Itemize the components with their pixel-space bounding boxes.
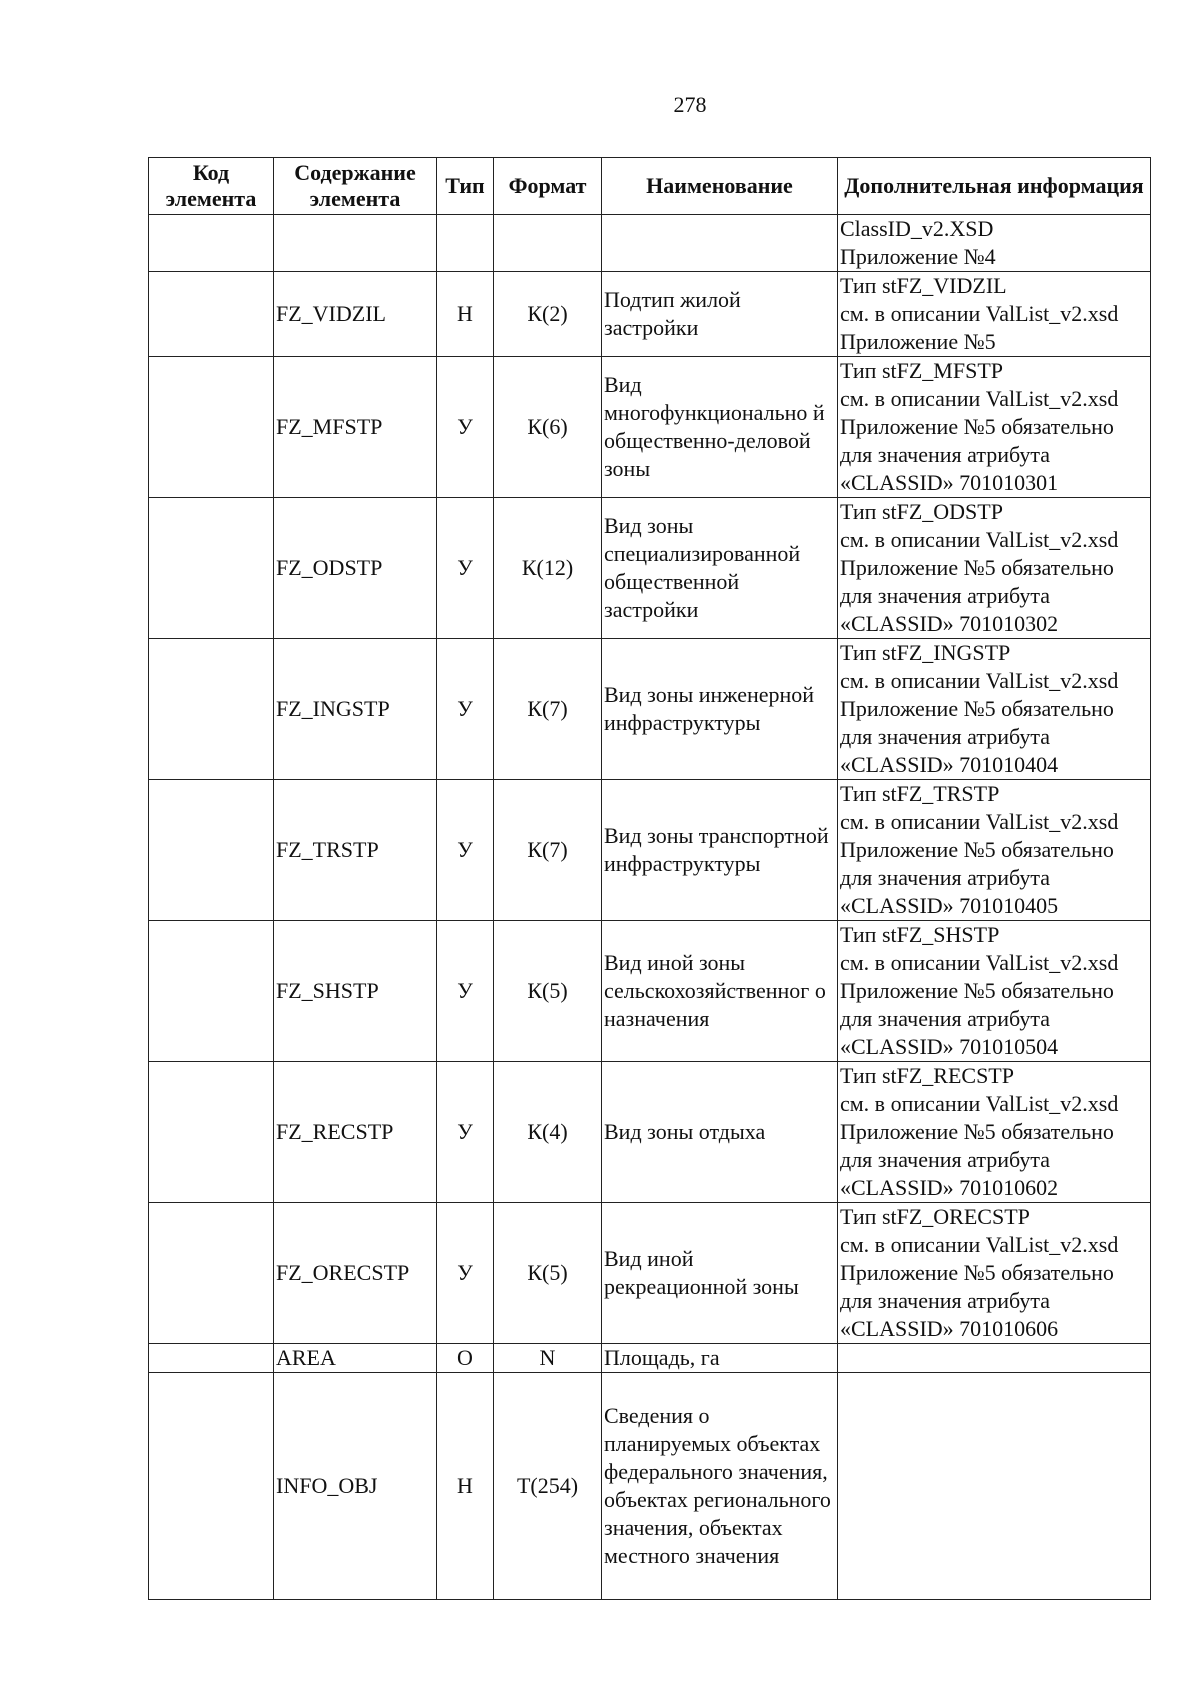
table-row bbox=[149, 215, 1151, 272]
info-line: Тип stFZ_ODSTP bbox=[840, 499, 1003, 524]
cell-type: У bbox=[437, 1062, 494, 1203]
header-name: Наименование bbox=[602, 158, 838, 215]
cell-content: FZ_ODSTP bbox=[274, 498, 437, 639]
cell-code bbox=[149, 498, 274, 639]
info-line: Приложение №5 обязательно bbox=[840, 1260, 1114, 1285]
info-line: для значения атрибута bbox=[840, 1288, 1050, 1313]
cell-code bbox=[149, 1062, 274, 1203]
cell-code bbox=[149, 357, 274, 498]
info-line: см. в описании ValList_v2.xsd bbox=[840, 1232, 1119, 1257]
cell-format: К(7) bbox=[494, 780, 602, 921]
header-type: Тип bbox=[437, 158, 494, 215]
cell-content: FZ_INGSTP bbox=[274, 639, 437, 780]
cell-code bbox=[149, 921, 274, 1062]
cell-info bbox=[838, 1062, 1151, 1203]
table-row bbox=[149, 272, 1151, 357]
table-row bbox=[149, 1373, 1151, 1600]
info-line: Тип stFZ_RECSTP bbox=[840, 1063, 1014, 1088]
cell-name: Вид иной рекреационной зоны bbox=[602, 1203, 838, 1344]
info-line: см. в описании ValList_v2.xsd bbox=[840, 950, 1119, 975]
cell-info bbox=[838, 639, 1151, 780]
table-row bbox=[149, 498, 1151, 639]
header-info: Дополнительная информация bbox=[838, 158, 1151, 215]
cell-name: Вид зоны специализированной общественной застройки bbox=[602, 498, 838, 639]
element-spec-table bbox=[148, 157, 1151, 1600]
info-line: для значения атрибута bbox=[840, 442, 1050, 467]
cell-name: Вид зоны отдыха bbox=[602, 1062, 838, 1203]
cell-name: Вид зоны транспортной инфраструктуры bbox=[602, 780, 838, 921]
cell-format: К(5) bbox=[494, 1203, 602, 1344]
info-line: Приложение №5 обязательно bbox=[840, 1119, 1114, 1144]
header-content: Содержание элемента bbox=[274, 158, 437, 215]
info-line: для значения атрибута bbox=[840, 1006, 1050, 1031]
table-row bbox=[149, 1062, 1151, 1203]
cell-content: FZ_VIDZIL bbox=[274, 272, 437, 357]
info-line: «CLASSID» 701010405 bbox=[840, 893, 1059, 918]
cell-type: О bbox=[437, 1344, 494, 1373]
cell-format: Т(254) bbox=[494, 1373, 602, 1600]
info-line: Тип stFZ_TRSTP bbox=[840, 781, 1000, 806]
table-row bbox=[149, 1344, 1151, 1373]
info-line: см. в описании ValList_v2.xsd bbox=[840, 527, 1119, 552]
info-line: Тип stFZ_ORECSTP bbox=[840, 1204, 1030, 1229]
cell-type bbox=[437, 215, 494, 272]
cell-type: У bbox=[437, 498, 494, 639]
cell-name: Подтип жилой застройки bbox=[602, 272, 838, 357]
cell-info bbox=[838, 780, 1151, 921]
cell-code bbox=[149, 1344, 274, 1373]
cell-code bbox=[149, 215, 274, 272]
cell-code bbox=[149, 1373, 274, 1600]
cell-info bbox=[838, 921, 1151, 1062]
cell-content bbox=[274, 215, 437, 272]
info-line: «CLASSID» 701010301 bbox=[840, 470, 1059, 495]
cell-code bbox=[149, 272, 274, 357]
info-line: Тип stFZ_INGSTP bbox=[840, 640, 1011, 665]
table-row bbox=[149, 357, 1151, 498]
header-code: Код элемента bbox=[149, 158, 274, 215]
info-line: Приложение №5 обязательно bbox=[840, 555, 1114, 580]
info-line: Тип stFZ_VIDZIL bbox=[840, 273, 1007, 298]
cell-format: К(4) bbox=[494, 1062, 602, 1203]
cell-info bbox=[838, 357, 1151, 498]
cell-name: Сведения о планируемых объектах федерального значения, объектах регионального значения, объектах местного значения bbox=[602, 1373, 838, 1600]
info-line: «CLASSID» 701010602 bbox=[840, 1175, 1059, 1200]
cell-code bbox=[149, 639, 274, 780]
cell-format: К(2) bbox=[494, 272, 602, 357]
cell-info bbox=[838, 1344, 1151, 1373]
cell-content: FZ_TRSTP bbox=[274, 780, 437, 921]
info-line: «CLASSID» 701010404 bbox=[840, 752, 1059, 777]
info-line: см. в описании ValList_v2.xsd bbox=[840, 301, 1119, 326]
table-row bbox=[149, 639, 1151, 780]
cell-type: У bbox=[437, 780, 494, 921]
table-row bbox=[149, 1203, 1151, 1344]
cell-info bbox=[838, 498, 1151, 639]
cell-code bbox=[149, 1203, 274, 1344]
cell-type: Н bbox=[437, 1373, 494, 1600]
page-number: 278 bbox=[673, 92, 707, 117]
cell-format: К(5) bbox=[494, 921, 602, 1062]
header-row bbox=[149, 158, 1151, 215]
cell-type: У bbox=[437, 639, 494, 780]
cell-content: FZ_ORECSTP bbox=[274, 1203, 437, 1344]
cell-format: К(6) bbox=[494, 357, 602, 498]
info-line: для значения атрибута bbox=[840, 583, 1050, 608]
cell-content: FZ_MFSTP bbox=[274, 357, 437, 498]
cell-content: AREA bbox=[274, 1344, 437, 1373]
info-line: Приложение №5 обязательно bbox=[840, 696, 1114, 721]
info-line: см. в описании ValList_v2.xsd bbox=[840, 386, 1119, 411]
cell-type: Н bbox=[437, 272, 494, 357]
cell-format: N bbox=[494, 1344, 602, 1373]
cell-format: К(12) bbox=[494, 498, 602, 639]
cell-content: FZ_RECSTP bbox=[274, 1062, 437, 1203]
cell-name: Площадь, га bbox=[602, 1344, 838, 1373]
header-format: Формат bbox=[494, 158, 602, 215]
info-line: Приложение №5 обязательно bbox=[840, 837, 1114, 862]
cell-name: Вид многофункционально й общественно-деловой зоны bbox=[602, 357, 838, 498]
cell-format bbox=[494, 215, 602, 272]
table-row bbox=[149, 921, 1151, 1062]
cell-type: У bbox=[437, 357, 494, 498]
cell-content: FZ_SHSTP bbox=[274, 921, 437, 1062]
info-line: Приложение №5 обязательно bbox=[840, 978, 1114, 1003]
info-line: для значения атрибута bbox=[840, 724, 1050, 749]
cell-name bbox=[602, 215, 838, 272]
info-line: «CLASSID» 701010302 bbox=[840, 611, 1059, 636]
info-line: Приложение №5 bbox=[840, 329, 996, 354]
info-line: Тип stFZ_MFSTP bbox=[840, 358, 1003, 383]
info-line: см. в описании ValList_v2.xsd bbox=[840, 668, 1119, 693]
cell-info bbox=[838, 1203, 1151, 1344]
info-line: «CLASSID» 701010606 bbox=[840, 1316, 1059, 1341]
cell-type: У bbox=[437, 921, 494, 1062]
info-line: Приложение №4 bbox=[840, 244, 996, 269]
cell-name: Вид зоны инженерной инфраструктуры bbox=[602, 639, 838, 780]
info-line: Приложение №5 обязательно bbox=[840, 414, 1114, 439]
info-line: Тип stFZ_SHSTP bbox=[840, 922, 1000, 947]
info-line: «CLASSID» 701010504 bbox=[840, 1034, 1059, 1059]
info-line: ClassID_v2.XSD bbox=[840, 216, 994, 241]
cell-name: Вид иной зоны сельскохозяйственног о назначения bbox=[602, 921, 838, 1062]
cell-info bbox=[838, 1373, 1151, 1600]
cell-info bbox=[838, 272, 1151, 357]
table-row bbox=[149, 780, 1151, 921]
cell-content: INFO_OBJ bbox=[274, 1373, 437, 1600]
info-line: для значения атрибута bbox=[840, 865, 1050, 890]
cell-info bbox=[838, 215, 1151, 272]
info-line: см. в описании ValList_v2.xsd bbox=[840, 1091, 1119, 1116]
info-line: для значения атрибута bbox=[840, 1147, 1050, 1172]
cell-code bbox=[149, 780, 274, 921]
info-line: см. в описании ValList_v2.xsd bbox=[840, 809, 1119, 834]
cell-type: У bbox=[437, 1203, 494, 1344]
cell-format: К(7) bbox=[494, 639, 602, 780]
